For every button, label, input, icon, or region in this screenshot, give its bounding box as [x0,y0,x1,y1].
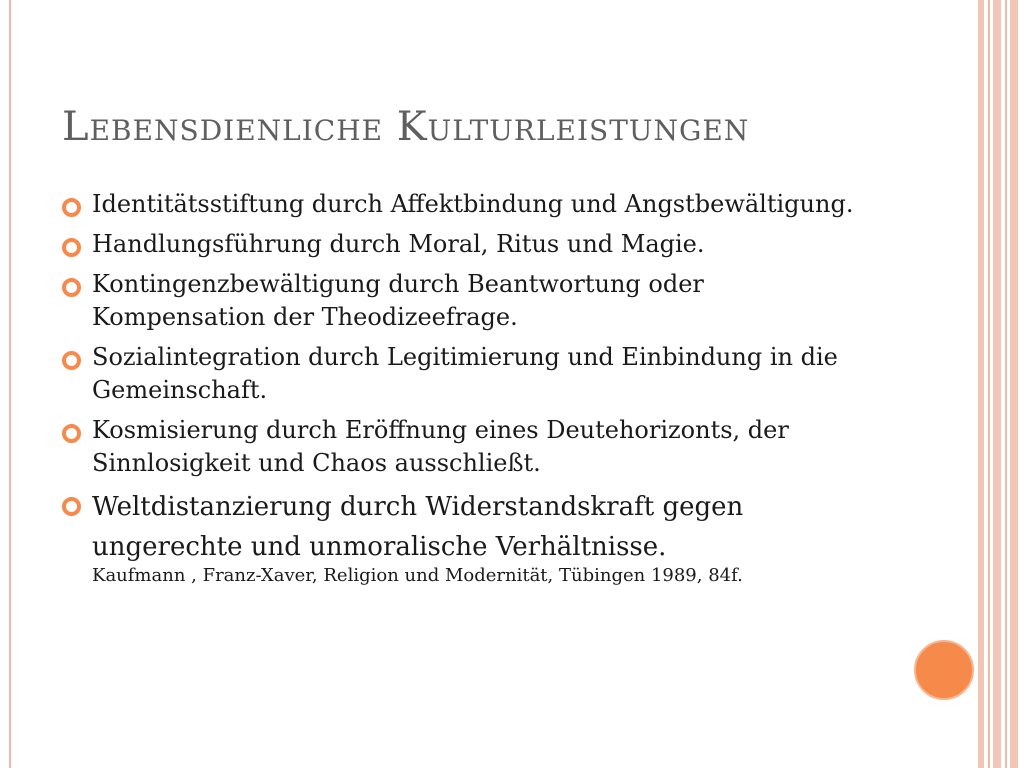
bullet-item [60,228,880,261]
bullet-ring-icon [62,424,81,443]
bullet-text: Kontingenzbewältigung durch Beantwortung oder Kompensation der Theodizeefrage. [92,270,704,331]
bullet-text: Identitätsstiftung durch Affektbindung und Angstbewältigung. [92,190,854,218]
bullet-item [60,188,880,221]
slide-title: Lebensdienliche Kulturleistungen [62,104,750,150]
bullet-ring-icon [62,238,81,257]
bullet-ring-icon [62,351,81,370]
bullet-item [60,414,880,480]
right-decorative-stripe [1010,0,1018,768]
bullet-text: Handlungsführung durch Moral, Ritus und Magie. [92,230,705,258]
bullet-list [60,188,880,594]
right-decorative-stripe [978,0,984,768]
bullet-ring-icon [62,497,81,516]
bullet-text: Sozialintegration durch Legitimierung und Einbindung in die Gemeinschaft. [92,343,838,404]
right-decorative-stripe [993,0,1001,768]
right-decorative-stripe [1005,0,1007,768]
orange-circle-icon [914,640,974,700]
bullet-ring-icon [62,198,81,217]
bullet-text: Weltdistanzierung durch Widerstandskraft gegen ungerechte und unmoralische Verhältnisse. [92,492,744,562]
left-decorative-stripe [9,0,11,768]
bullet-ring-icon [62,278,81,297]
citation: Kaufmann , Franz-Xaver, Religion und Modernität, Tübingen 1989, 84f. [92,565,743,586]
bullet-item [60,487,880,587]
right-decorative-stripe [988,0,990,768]
bullet-text: Kosmisierung durch Eröffnung eines Deutehorizonts, der Sinnlosigkeit und Chaos ausschließt. [92,416,789,477]
bullet-item [60,268,880,334]
bullet-item [60,341,880,407]
